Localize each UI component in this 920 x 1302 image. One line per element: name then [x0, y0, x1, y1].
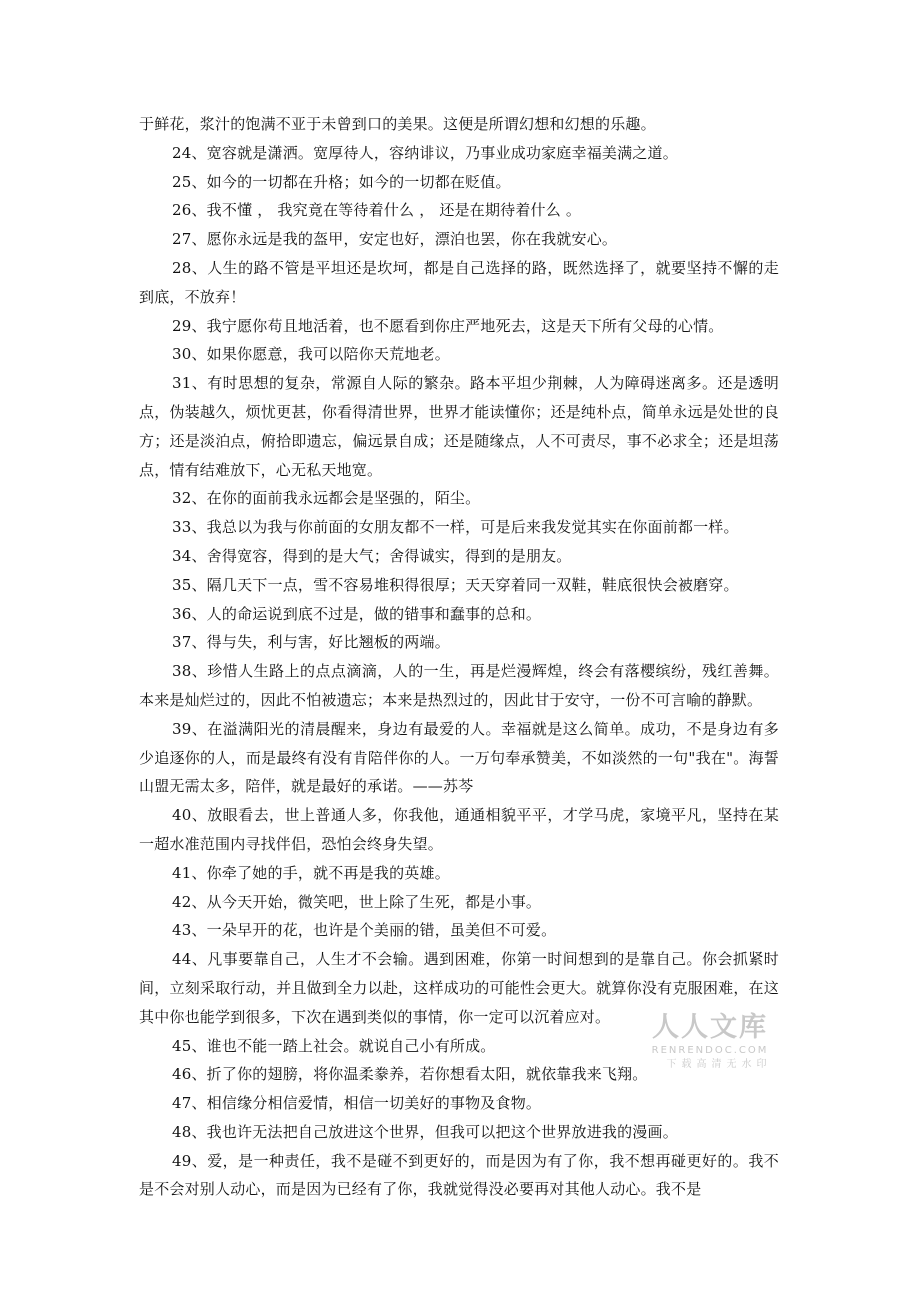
quote-paragraph: 45、谁也不能一踏上社会。就说自己小有所成。 — [172, 1036, 496, 1055]
quote-paragraph: 36、人的命运说到底不过是，做的错事和蠢事的总和。 — [172, 604, 542, 623]
quote-paragraph: 33、我总以为我与你前面的女朋友都不一样，可是后来我发觉其实在你面前都一样。 — [172, 518, 739, 537]
quote-paragraph: 48、我也许无法把自己放进这个世界，但我可以把这个世界放进我的漫画。 — [172, 1122, 678, 1141]
watermark-subtitle: 下载高清无水印 — [666, 1059, 772, 1070]
quote-paragraph: 29、我宁愿你苟且地活着，也不愿看到你庄严地死去，这是天下所有父母的心情。 — [172, 316, 724, 335]
quote-paragraph: 44、凡事要靠自己，人生才不会输。遇到困难，你第一时间想到的是靠自己。你会抓紧时间，立刻采取行动，并且做到全力以赴，这样成功的可能性会更大。就算你没有克服困难，在这其中你也能学到很多，下次在遇到类似的事情，你一定可以沉着应对。 — [139, 950, 779, 1026]
paragraph-continuation: 于鲜花，浆汁的饱满不亚于未曾到口的美果。这便是所谓幻想和幻想的乐趣。 — [139, 115, 656, 133]
quote-paragraph: 49、爱，是一种责任，我不是碰不到更好的，而是因为有了你，我不想再碰更好的。我不是不会对别人动心，而是因为已经有了你，我就觉得没必要再对其他人动心。我不是 — [139, 1151, 779, 1199]
quote-paragraph: 37、得与失，利与害，好比翘板的两端。 — [172, 633, 450, 652]
quote-paragraph: 38、珍惜人生路上的点点滴滴，人的一生，再是烂漫辉煌，终会有落樱缤纷，残红善舞。本来是灿烂过的，因此不怕被遗忘；本来是热烈过的，因此甘于安守，一份不可言喻的静默。 — [139, 662, 779, 709]
quote-paragraph: 25、如今的一切都在升格；如今的一切都在贬值。 — [172, 172, 511, 191]
quote-paragraph: 31、有时思想的复杂，常源自人际的繁杂。路本平坦少荆棘，人为障碍迷离多。还是透明点，伪装越久，烦忧更甚，你看得清世界，世界才能读懂你；还是纯朴点，简单永远是处世的良方；还是淡泊点，俯拾即遗忘，偏远景自成；还是随缘点，人不可责尽，事不必求全；还是坦荡点，情有结难放下，心无私天地宽。 — [139, 374, 779, 479]
quote-paragraph: 43、一朵早开的花，也许是个美丽的错，虽美但不可爱。 — [172, 921, 557, 940]
quote-paragraph: 46、折了你的翅膀，将你温柔豢养，若你想看太阳，就依靠我来飞翔。 — [172, 1065, 648, 1084]
quote-paragraph: 47、相信缘分相信爱情，相信一切美好的事物及食物。 — [172, 1094, 542, 1113]
quote-paragraph: 24、宽容就是潇洒。宽厚待人，容纳诽议，乃事业成功家庭幸福美满之道。 — [172, 143, 678, 162]
quote-paragraph: 40、放眼看去，世上普通人多，你我他，通通相貌平平，才学马虎，家境平凡，坚持在某一超水准范围内寻找伴侣，恐怕会终身失望。 — [139, 806, 779, 853]
quote-paragraph: 39、在溢满阳光的清晨醒来，身边有最爱的人。幸福就是这么简单。成功，不是身边有多少追逐你的人，而是最终有没有肯陪伴你的人。一万句奉承赞美，不如淡然的一句"我在"。海誓山盟无需太多，陪伴，就是最好的承诺。——苏芩 — [139, 719, 779, 796]
quote-paragraph: 27、愿你永远是我的盔甲，安定也好，漂泊也罢，你在我就安心。 — [172, 230, 618, 249]
quote-paragraph: 42、从今天开始，微笑吧，世上除了生死，都是小事。 — [172, 892, 542, 911]
quote-paragraph: 32、在你的面前我永远都会是坚强的，陌尘。 — [172, 489, 481, 508]
document-body — [139, 110, 779, 1204]
quote-paragraph: 34、舍得宽容，得到的是大气；舍得诚实，得到的是朋友。 — [172, 546, 572, 565]
quote-paragraph: 28、人生的路不管是平坦还是坎坷，都是自己选择的路，既然选择了，就要坚持不懈的走到底，不放弃！ — [139, 258, 779, 306]
quote-paragraph: 35、隔几天下一点，雪不容易堆积得很厚；天天穿着同一双鞋，鞋底很快会被磨穿。 — [172, 575, 739, 594]
watermark-domain: RENRENDOC.COM — [651, 1045, 769, 1056]
watermark-title: 人人文库 — [652, 1012, 768, 1043]
quote-paragraph: 30、如果你愿意，我可以陪你天荒地老。 — [172, 345, 450, 364]
quote-paragraph: 41、你牵了她的手，就不再是我的英雄。 — [172, 863, 450, 882]
quote-paragraph: 26、我不懂 ， 我究竟在等待着什么 ， 还是在期待着什么 。 — [172, 201, 582, 220]
